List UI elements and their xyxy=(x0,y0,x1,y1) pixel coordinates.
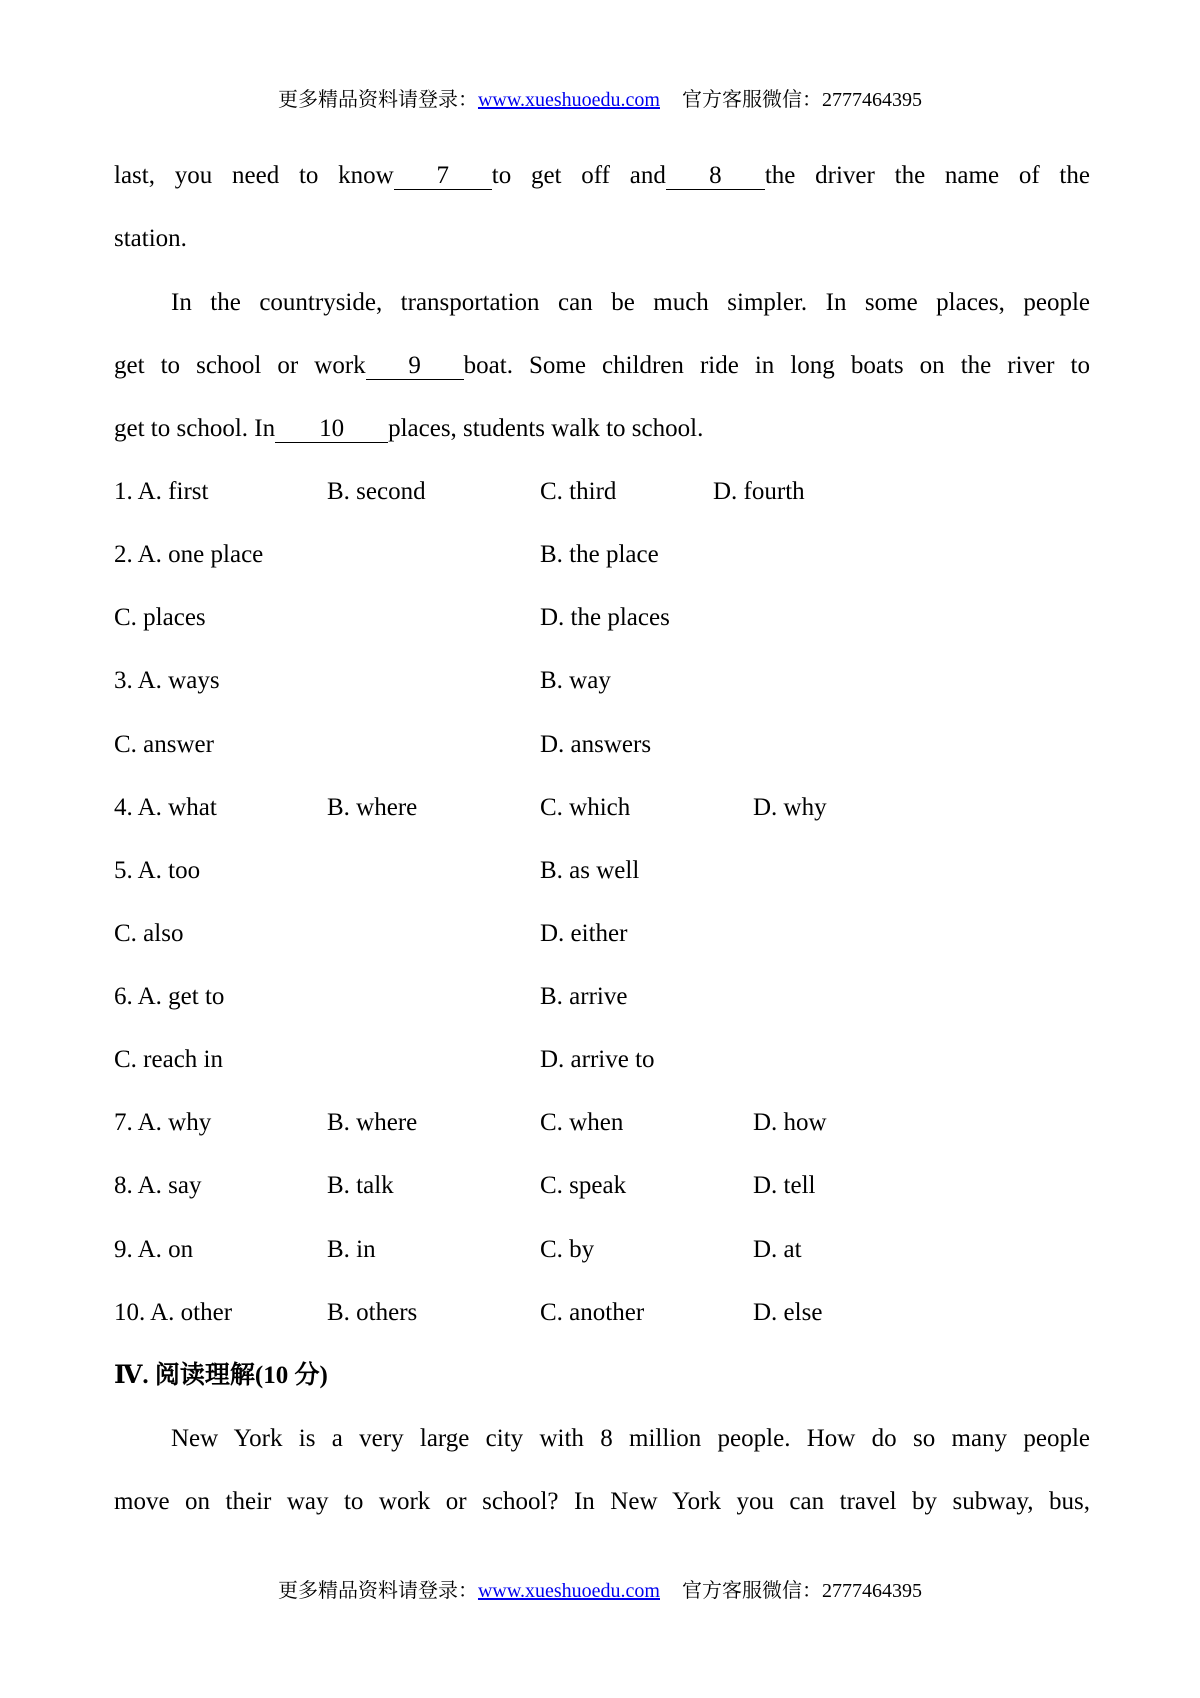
question-9-option-a xyxy=(114,1233,193,1267)
passage-line: New York is a very large city with 8 million people. How do so many people xyxy=(171,1425,1090,1452)
header-wechat-contact: 官方客服微信：2777464395 xyxy=(682,89,922,111)
passage-line xyxy=(114,159,1090,193)
passage-text: In the countryside, transportation can be much simpler. In some places, people xyxy=(171,289,1090,316)
question-4-option-d: D. why xyxy=(753,794,827,821)
footer-wechat-contact: 官方客服微信：2777464395 xyxy=(682,1580,922,1602)
question-4-option-b: B. where xyxy=(327,794,418,821)
option-text: A. on xyxy=(137,1236,194,1263)
question-1-option-c: C. third xyxy=(540,478,617,505)
question-4-option-c: C. which xyxy=(540,794,631,821)
question-3-option-d: D. answers xyxy=(540,731,652,758)
passage-text: to get off and xyxy=(491,162,666,189)
question-number: 4. xyxy=(114,794,133,821)
question-5-option-d: D. either xyxy=(540,920,628,947)
question-9-option-b: B. in xyxy=(327,1236,376,1263)
passage-line xyxy=(114,222,187,256)
footer-prefix: 更多精品资料请登录： xyxy=(277,1580,478,1602)
question-10-option-b: B. others xyxy=(327,1299,418,1326)
passage-line xyxy=(114,412,703,446)
question-number: 2. xyxy=(114,541,133,568)
question-7-option-a xyxy=(114,1106,211,1140)
question-1-option-a xyxy=(114,475,208,509)
blank-9: 9 xyxy=(366,353,464,380)
question-2-option-c: C. places xyxy=(114,604,206,631)
option-text: A. what xyxy=(137,794,217,821)
question-10-option-a xyxy=(114,1296,232,1330)
question-6-option-b: B. arrive xyxy=(540,983,628,1010)
question-10-option-d: D. else xyxy=(753,1299,823,1326)
passage-text: last, you need to know xyxy=(114,162,394,189)
question-8-option-c: C. speak xyxy=(540,1172,627,1199)
passage-text: station. xyxy=(114,225,187,252)
question-number: 1. xyxy=(114,478,133,505)
question-3-option-b: B. way xyxy=(540,667,611,694)
question-number: 8. xyxy=(114,1172,133,1199)
question-2-option-d: D. the places xyxy=(540,604,670,631)
option-text: A. say xyxy=(137,1172,202,1199)
question-9-option-c: C. by xyxy=(540,1236,595,1263)
passage-line xyxy=(114,349,1090,383)
passage-text: get to school or work xyxy=(114,352,366,379)
question-6-option-c: C. reach in xyxy=(114,1046,223,1073)
passage-text: get to school. In xyxy=(114,415,276,442)
option-text: A. other xyxy=(150,1299,233,1326)
option-text: A. first xyxy=(137,478,209,505)
blank-7: 7 xyxy=(394,163,492,190)
section-heading: Ⅳ. 阅读理解(10 分) xyxy=(114,1362,328,1389)
question-5-option-a xyxy=(114,854,200,888)
header-website-link[interactable]: www.xueshuoedu.com xyxy=(477,89,660,111)
question-7-option-c: C. when xyxy=(540,1109,624,1136)
question-2-option-b: B. the place xyxy=(540,541,659,568)
footer-website-link[interactable]: www.xueshuoedu.com xyxy=(477,1580,660,1602)
question-1-option-d: D. fourth xyxy=(713,478,805,505)
question-5-option-c: C. also xyxy=(114,920,184,947)
question-6-option-d: D. arrive to xyxy=(540,1046,655,1073)
blank-8: 8 xyxy=(666,163,765,190)
page-header xyxy=(0,86,1200,114)
question-3-option-a xyxy=(114,664,220,698)
passage-text: the driver the name of the xyxy=(764,162,1090,189)
question-8-option-a xyxy=(114,1169,202,1203)
question-number: 3. xyxy=(114,667,133,694)
option-text: A. too xyxy=(137,857,201,884)
question-8-option-d: D. tell xyxy=(753,1172,816,1199)
option-text: A. ways xyxy=(137,667,220,694)
question-2-option-a xyxy=(114,538,263,572)
question-5-option-b: B. as well xyxy=(540,857,640,884)
question-6-option-a xyxy=(114,980,224,1014)
question-7-option-b: B. where xyxy=(327,1109,418,1136)
question-number: 6. xyxy=(114,983,133,1010)
option-text: A. why xyxy=(137,1109,212,1136)
question-9-option-d: D. at xyxy=(753,1236,802,1263)
option-text: A. get to xyxy=(137,983,225,1010)
page-footer xyxy=(0,1577,1200,1605)
question-1-option-b: B. second xyxy=(327,478,426,505)
option-text: A. one place xyxy=(137,541,264,568)
passage-text: boat. Some children ride in long boats on the river to xyxy=(463,352,1090,379)
passage-text: places, students walk to school. xyxy=(388,415,704,442)
question-7-option-d: D. how xyxy=(753,1109,827,1136)
question-number: 5. xyxy=(114,857,133,884)
passage-line xyxy=(171,286,1090,320)
passage-line: move on their way to work or school? In New York you can travel by subway, bus, xyxy=(114,1488,1090,1515)
question-4-option-a xyxy=(114,791,217,825)
header-prefix: 更多精品资料请登录： xyxy=(277,89,478,111)
question-3-option-c: C. answer xyxy=(114,731,214,758)
question-8-option-b: B. talk xyxy=(327,1172,394,1199)
blank-10: 10 xyxy=(275,416,388,443)
question-number: 7. xyxy=(114,1109,133,1136)
question-10-option-c: C. another xyxy=(540,1299,645,1326)
question-number: 10. xyxy=(114,1299,146,1326)
question-number: 9. xyxy=(114,1236,133,1263)
